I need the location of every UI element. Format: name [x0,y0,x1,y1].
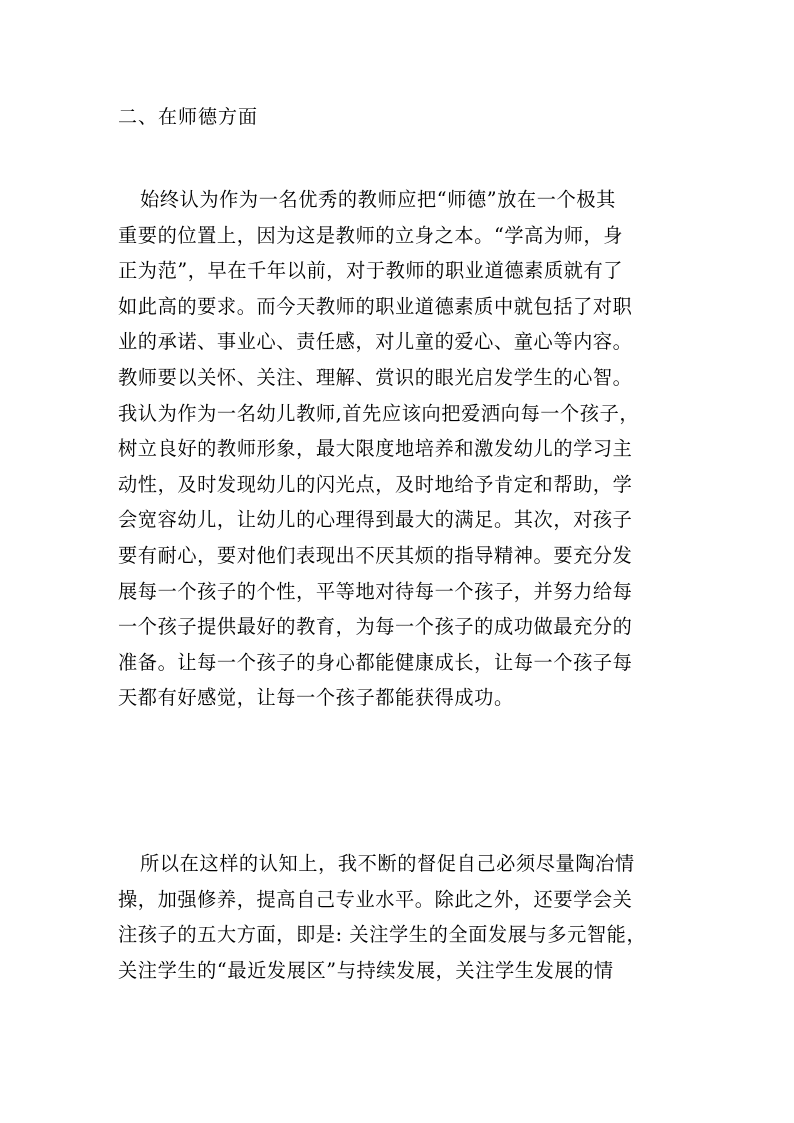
paragraph-line: 操，加强修养，提高自己专业水平。除此之外，还要学会关 [118,887,633,911]
paragraph-line: 展每一个孩子的个性，平等地对待每一个孩子，并努力给每 [118,579,633,603]
paragraph-line: 关注学生的“最近发展区”与持续发展，关注学生发展的情 [118,958,614,982]
paragraph-line: 树立良好的教师形象，最大限度地培养和激发幼儿的学习主 [118,437,633,461]
paragraph-line: 正为范”，早在千年以前，对于教师的职业道德素质就有了 [118,259,624,283]
paragraph-1 [118,182,688,716]
paragraph-line: 天都有好感觉，让每一个孩子都能获得成功。 [118,686,514,710]
paragraph-line: 我认为作为一名幼儿教师,首先应该向把爱洒向每一个孩子， [118,401,640,425]
paragraph-line: 重要的位置上，因为这是教师的立身之本。“学高为师，身 [118,223,624,247]
paragraph-2 [118,846,688,988]
paragraph-line: 准备。让每一个孩子的身心都能健康成长，让每一个孩子每 [118,650,633,674]
paragraph-line: 始终认为作为一名优秀的教师应把“师德”放在一个极其 [140,188,616,211]
section-heading: 二、在师德方面 [118,106,259,128]
paragraph-line: 动性，及时发现幼儿的闪光点，及时地给予肯定和帮助，学 [118,472,633,496]
paragraph-line: 要有耐心，要对他们表现出不厌其烦的指导精神。要充分发 [118,543,633,567]
paragraph-line: 会宽容幼儿，让幼儿的心理得到最大的满足。其次，对孩子 [118,508,633,532]
paragraph-line: 所以在这样的认知上，我不断的督促自己必须尽量陶冶情 [140,852,635,875]
paragraph-line: 业的承诺、事业心、责任感，对儿童的爱心、童心等内容。 [118,330,633,354]
paragraph-line: 教师要以关怀、关注、理解、赏识的眼光启发学生的心智。 [118,365,633,389]
paragraph-line: 注孩子的五大方面，即是: 关注学生的全面发展与多元智能， [118,923,647,947]
paragraph-line: 如此高的要求。而今天教师的职业道德素质中就包括了对职 [118,294,633,318]
paragraph-line: 一个孩子提供最好的教育，为每一个孩子的成功做最充分的 [118,615,633,639]
